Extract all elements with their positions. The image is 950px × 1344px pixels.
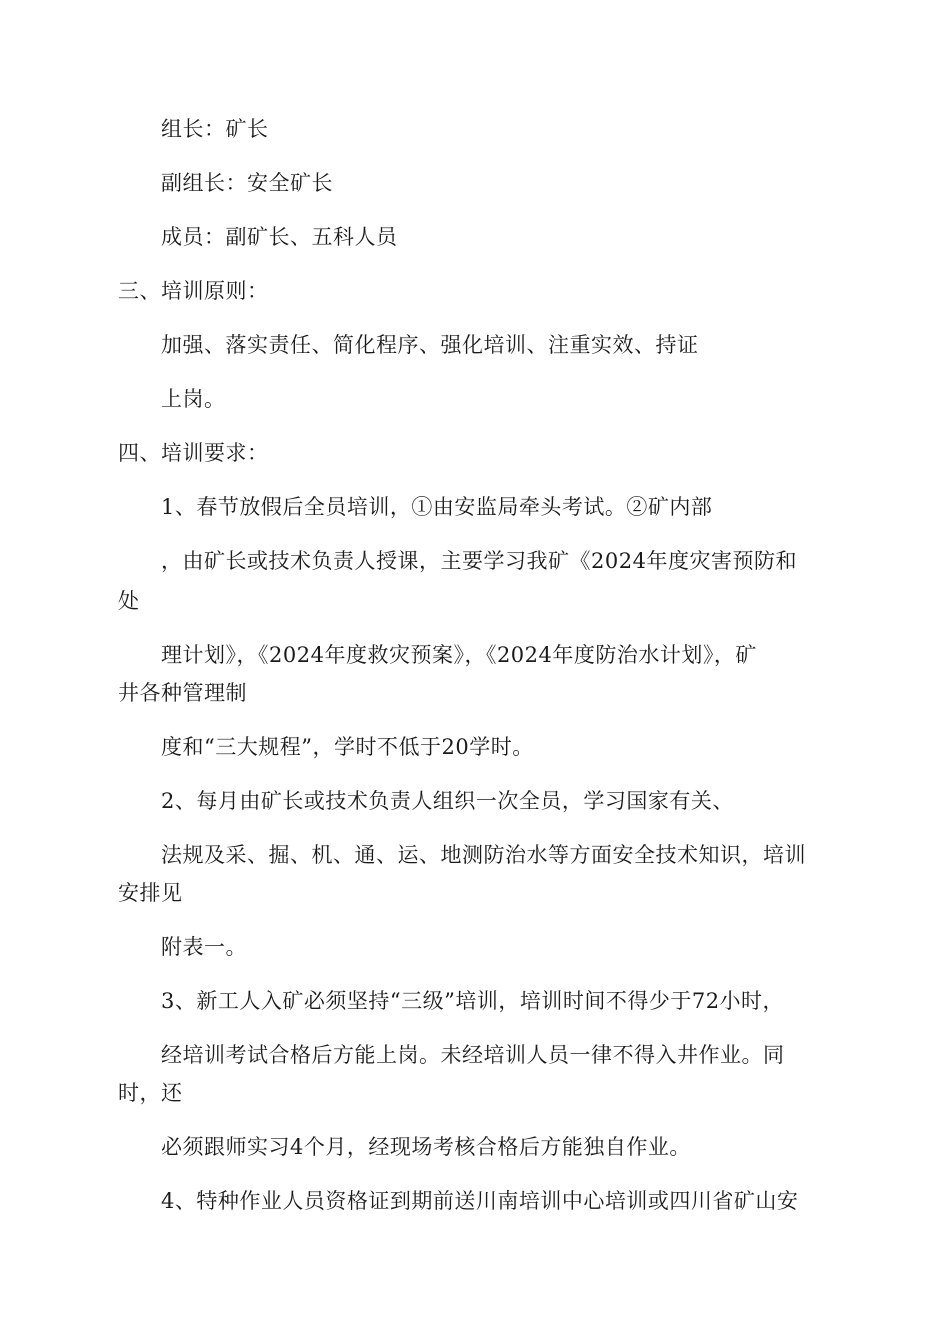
requirement-3-line: 3、新工人入矿必须坚持“三级”培训，培训时间不得少于72小时，	[161, 989, 785, 1013]
requirement-2-line: 法规及采、掘、机、通、运、地测防治水等方面安全技术知识，培训	[161, 843, 806, 867]
members-line: 成员：副矿长、五科人员	[161, 225, 398, 249]
requirement-2-line: 安排见	[118, 881, 183, 905]
requirement-1-line: 1、春节放假后全员培训，①由安监局牵头考试。②矿内部	[161, 495, 713, 519]
requirement-1-line: 处	[118, 589, 140, 613]
requirement-1-line: 井各种管理制	[118, 681, 247, 705]
requirement-3-line: 时，还	[118, 1081, 183, 1105]
requirement-2-line: 2、每月由矿长或技术负责人组织一次全员，学习国家有关、	[161, 789, 734, 813]
section-heading-principles: 三、培训原则：	[118, 279, 269, 303]
deputy-leader-line: 副组长：安全矿长	[161, 171, 333, 195]
requirement-4-line: 4、特种作业人员资格证到期前送川南培训中心培训或四川省矿山安	[161, 1189, 799, 1213]
principles-text: 加强、落实责任、简化程序、强化培训、注重实效、持证	[161, 333, 699, 357]
principles-text-cont: 上岗。	[161, 387, 226, 411]
requirement-1-line: 理计划》，《2024年度救灾预案》，《2024年度防治水计划》，矿	[161, 643, 757, 667]
section-heading-requirements: 四、培训要求：	[118, 441, 269, 465]
requirement-1-line: 度和“三大规程”，学时不低于20学时。	[161, 735, 534, 759]
requirement-1-line: ，由矿长或技术负责人授课，主要学习我矿《2024年度灾害预防和	[161, 549, 797, 573]
requirement-2-line: 附表一。	[161, 935, 247, 959]
requirement-3-line: 经培训考试合格后方能上岗。未经培训人员一律不得入井作业。同	[161, 1043, 785, 1067]
requirement-3-line: 必须跟师实习4个月，经现场考核合格后方能独自作业。	[161, 1135, 691, 1159]
team-leader-line: 组长：矿长	[161, 117, 269, 141]
